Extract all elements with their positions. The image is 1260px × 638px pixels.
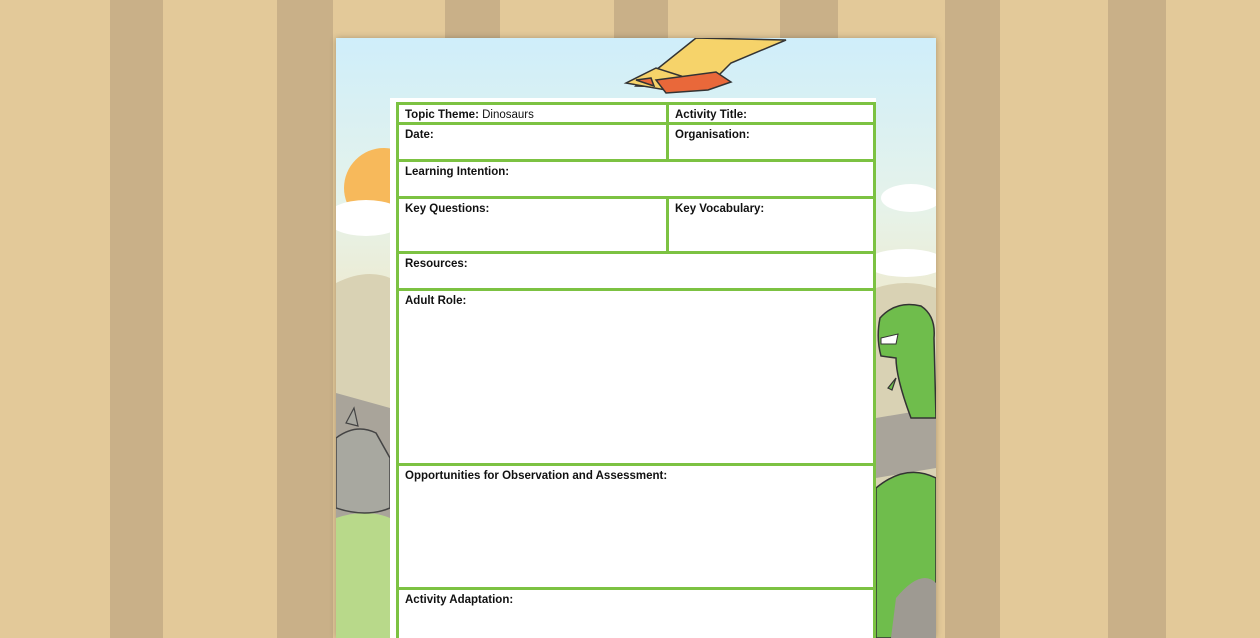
topic-theme-label: Topic Theme: [405,109,479,121]
learning-intention-cell[interactable] [396,159,876,199]
resources-label: Resources: [405,258,468,270]
pterodactyl-icon [626,38,786,93]
key-questions-label: Key Questions: [405,203,490,215]
learning-intention-label: Learning Intention: [405,166,510,178]
activity-title-label: Activity Title: [675,109,747,121]
date-label: Date: [405,129,434,141]
observation-assessment-cell[interactable] [396,463,876,590]
adult-role-label: Adult Role: [405,295,467,307]
activity-adaptation-label: Activity Adaptation: [405,594,514,606]
key-vocabulary-label: Key Vocabulary: [675,203,765,215]
date-cell[interactable] [396,122,669,162]
key-vocabulary-cell[interactable] [666,196,876,254]
observation-assessment-label: Opportunities for Observation and Assessment: [405,470,668,482]
adult-role-cell[interactable] [396,288,876,466]
key-questions-cell[interactable] [396,196,669,254]
planning-form [390,98,876,638]
activity-adaptation-cell[interactable] [396,587,876,638]
organisation-cell[interactable] [666,122,876,162]
planning-sheet [336,38,936,638]
topic-theme-value: Dinosaurs [482,109,534,121]
resources-cell[interactable] [396,251,876,291]
organisation-label: Organisation: [675,129,750,141]
